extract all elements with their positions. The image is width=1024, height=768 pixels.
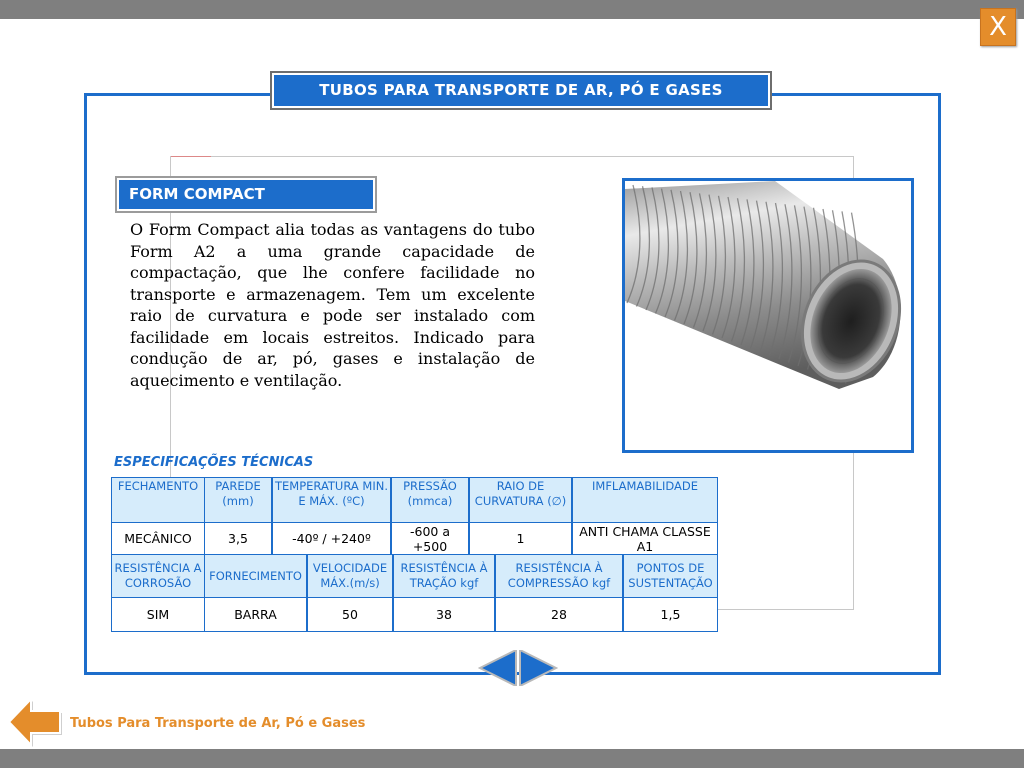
spec-fornecimento-header: FORNECIMENTO xyxy=(204,554,307,598)
page-title: TUBOS PARA TRANSPORTE DE AR, PÓ E GASES xyxy=(272,73,770,108)
spec-pressao-value: -600 a +500 xyxy=(391,522,469,555)
product-image xyxy=(622,178,914,453)
back-arrow-icon xyxy=(9,699,62,747)
close-button[interactable]: X xyxy=(980,8,1016,46)
spec-imflamabilidade-value: ANTI CHAMA CLASSE A1 xyxy=(572,522,718,555)
flexible-duct-image xyxy=(625,181,911,450)
spec-resistencia-tracao-header: RESISTÊNCIA À TRAÇÃO kgf xyxy=(393,554,495,598)
spec-velocidade-max-header: VELOCIDADE MÁX.(m/s) xyxy=(307,554,393,598)
spec-parede-header: PAREDE (mm) xyxy=(204,477,272,523)
spec-fornecimento-value: BARRA xyxy=(204,597,307,632)
spec-resistencia-compressao-value: 28 xyxy=(495,597,623,632)
spec-temperatura-value: -40º / +240º xyxy=(272,522,391,555)
spec-resistencia-corrosao-header: RESISTÊNCIA A CORROSÃO xyxy=(111,554,205,598)
spec-parede-value: 3,5 xyxy=(204,522,272,555)
specs-title: ESPECIFICAÇÕES TÉCNICAS xyxy=(114,455,314,470)
spec-velocidade-max-value: 50 xyxy=(307,597,393,632)
slide-navigation xyxy=(478,650,558,686)
arrow-left-icon[interactable] xyxy=(480,650,516,686)
spec-temperatura-header: TEMPERATURA MIN. E MÁX. (ºC) xyxy=(272,477,391,523)
back-button[interactable] xyxy=(5,696,63,748)
spec-resistencia-corrosao-value: SIM xyxy=(111,597,205,632)
spec-fechamento-value: MECÂNICO xyxy=(111,522,205,555)
spec-pontos-sustentacao-header: PONTOS DE SUSTENTAÇÃO xyxy=(623,554,718,598)
background-slide-mark xyxy=(171,156,211,161)
product-description: O Form Compact alia todas as vantagens do tubo Form A2 a uma grande capacidade de compactação, que lhe confere facilidade no transporte e armazenagem. Tem um excelente raio de curvatura e pode ser instalado com facilidade em locais estreitos. Indicado para condução de ar, pó, gases e instalação de aquecimento e ventilação. xyxy=(130,220,535,390)
spec-pressao-header: PRESSÃO (mmca) xyxy=(391,477,469,523)
spec-resistencia-compressao-header: RESISTÊNCIA À COMPRESSÃO kgf xyxy=(495,554,623,598)
spec-pontos-sustentacao-value: 1,5 xyxy=(623,597,718,632)
arrow-right-icon[interactable] xyxy=(520,650,556,686)
spec-raio-curvatura-header: RAIO DE CURVATURA (∅) xyxy=(469,477,572,523)
spec-fechamento-header: FECHAMENTO xyxy=(111,477,205,523)
spec-imflamabilidade-header: IMFLAMABILIDADE xyxy=(572,477,718,523)
bottom-bar xyxy=(0,749,1024,768)
top-bar xyxy=(0,0,1024,19)
product-title: FORM COMPACT xyxy=(117,178,375,211)
footer-breadcrumb: Tubos Para Transporte de Ar, Pó e Gases xyxy=(70,716,366,731)
spec-raio-curvatura-value: 1 xyxy=(469,522,572,555)
spec-resistencia-tracao-value: 38 xyxy=(393,597,495,632)
